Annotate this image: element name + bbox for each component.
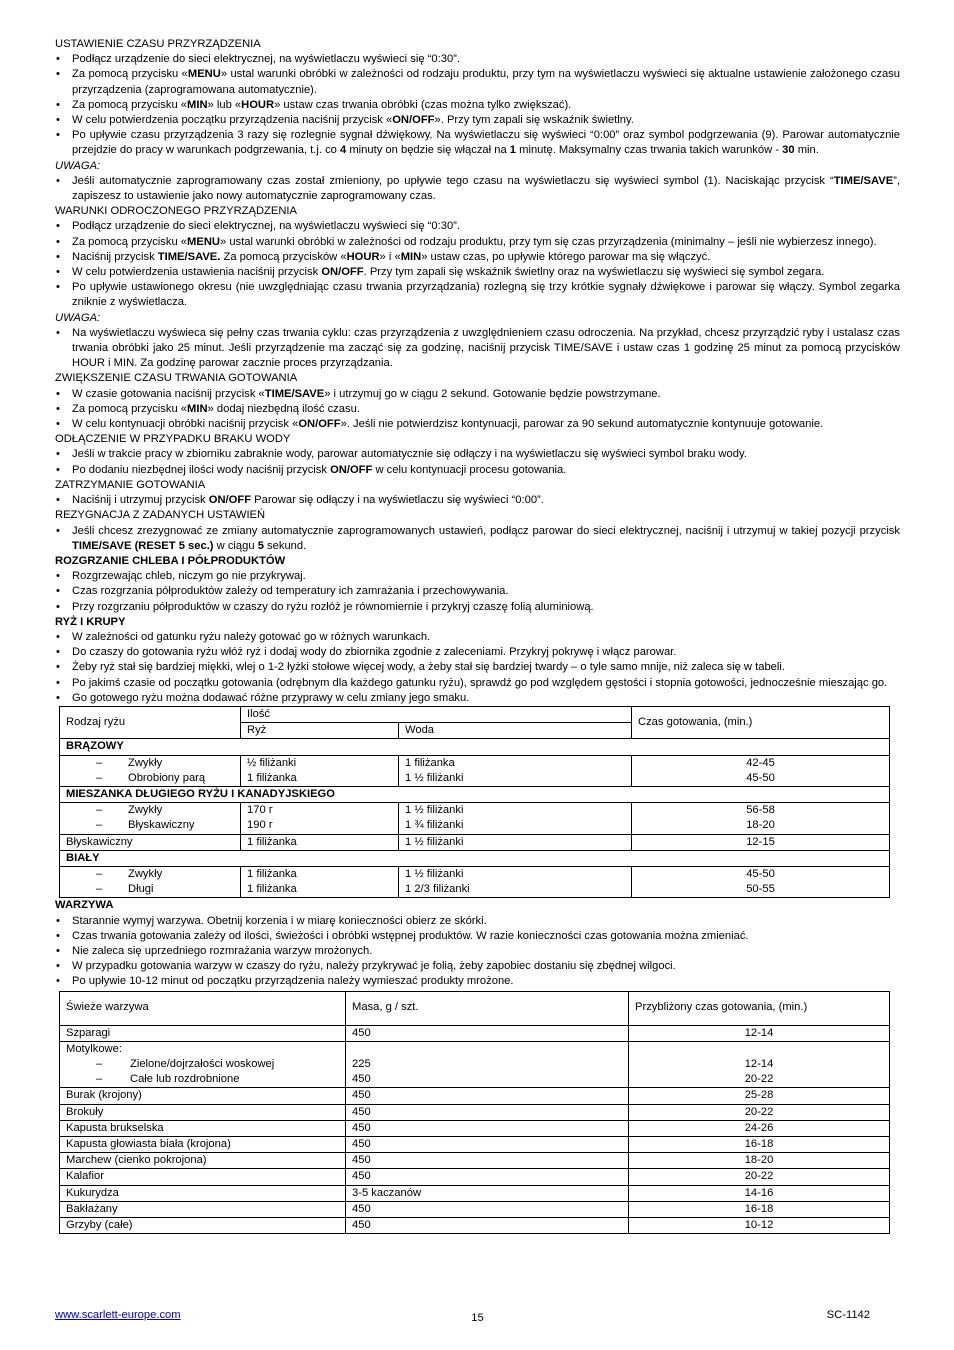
- table-cell: Błyskawiczny: [60, 834, 241, 850]
- list-item: • Starannie wymyj warzywa. Obetnij korzenia i w miarę konieczności obierz ze skórki.: [55, 914, 900, 929]
- table-cell: 12-14: [629, 1025, 890, 1041]
- list-item: • Za pomocą przycisku «MIN» dodaj niezbędną ilość czasu.: [55, 402, 900, 417]
- table-cell: 20-22: [629, 1104, 890, 1120]
- table-row: [60, 1169, 890, 1185]
- table-cell: 14-16: [629, 1185, 890, 1201]
- cell-text: Zielone/dojrzałości woskowej: [130, 1058, 275, 1070]
- list-item: • Po upływie czasu przyrządzenia 3 razy się rozlegnie sygnał dźwiękowy. Na wyświetlaczu się wyświeci “0:00” oraz symbol podgrzewania (9). Parowar automatycznie przejdzie do pracy w warunkach podgrzewania, t.j. co 4 minuty on będzie się włączał na 1 minutę. Maksymalny czas trwania takich warunków - 30 min.: [55, 128, 900, 158]
- table-cell: [399, 803, 632, 834]
- cell-text: 1 2/3 filiżanki: [405, 883, 470, 896]
- table-cell: 450: [346, 1088, 629, 1104]
- cell-text: 1 filiżanka: [247, 771, 297, 784]
- table-header-row: [60, 991, 890, 1025]
- table-cell: Brokuły: [60, 1104, 346, 1120]
- table-row: [60, 834, 890, 850]
- bullet-list: [55, 569, 900, 615]
- cell-text: 450: [352, 1073, 371, 1086]
- table-cell: [399, 866, 632, 897]
- section-title: ROZGRZANIE CHLEBA I PÓŁPRODUKTÓW: [55, 554, 286, 567]
- list-item: • W zależności od gatunku ryżu należy gotować go w różnych warunkach.: [55, 630, 900, 645]
- cell-text: Obrobiony parą: [128, 771, 206, 784]
- website-link[interactable]: www.scarlett-europe.com: [55, 1309, 181, 1321]
- section-title: USTAWIENIE CZASU PRZYRZĄDZENIA: [55, 38, 261, 50]
- list-item: • Jeśli automatycznie zaprogramowany czas został zmieniony, po upływie tego czasu na wyświetlaczu się wyświeci symbol (1). Naciskając przycisk “TIME/SAVE”, zapiszesz to ustawienie jako nowy automatycznie zaprogramowany czas.: [55, 174, 900, 204]
- table-row: [60, 1218, 890, 1234]
- section-title: ODŁĄCZENIE W PRZYPADKU BRAKU WODY: [55, 433, 291, 446]
- vegetables-table: [59, 991, 890, 1235]
- dash-mark: –: [96, 819, 103, 832]
- list-item: • W czasie gotowania naciśnij przycisk «TIME/SAVE» i utrzymuj go w ciągu 2 sekund. Gotowanie będzie powstrzymane.: [55, 387, 900, 402]
- cell-text: 1 filiżanka: [247, 883, 297, 896]
- table-cell: 20-22: [629, 1169, 890, 1185]
- list-item: • Przy rozgrzaniu półproduktów w czaszy do ryżu rozłóż je równomiernie i przykryj czaszę folią aluminiową.: [55, 600, 900, 615]
- bullet-list: [55, 447, 900, 477]
- table-cell: Burak (krojony): [60, 1088, 346, 1104]
- column-header: Świeże warzywa: [60, 991, 346, 1025]
- section-title: WARUNKI ODROCZONEGO PRZYRZĄDZENIA: [55, 205, 297, 218]
- bullet-list: [55, 387, 900, 433]
- table-row: [60, 1153, 890, 1169]
- column-header: Ryż: [241, 723, 399, 739]
- table-cell: [629, 1041, 890, 1088]
- list-item: • Na wyświetlaczu wyświeca się pełny czas trwania cyklu: czas przyrządzenia z uwzględnieniem czasu odroczenia. Na przykład, chcesz przyrządzić ryby i ustalasz czas trwania obróbki jako 25 minut. Jeśli przyrządzenie ma zacząć się za godzinę, naciśnij przycisk TIME/SAVE i ustaw czas 1 godzinę 25 minut za pomocą przycisków HOUR i MIN. Za godzinę parowar zacznie proces przyrządzania.: [55, 326, 900, 372]
- cell-text: Zwykły: [128, 756, 163, 769]
- table-cell: [60, 755, 241, 786]
- list-item: • Czas trwania gotowania zależy od ilości, świeżości i obróbki wstępnej produktów. W razie konieczności czas gotowania można zmieniać.: [55, 929, 900, 944]
- table-cell: Szparagi: [60, 1025, 346, 1041]
- table-cell: 3-5 kaczanów: [346, 1185, 629, 1201]
- model-number: SC-1142: [826, 1309, 870, 1321]
- dash-mark: –: [96, 756, 103, 769]
- list-item: • Naciśnij przycisk TIME/SAVE. Za pomocą przycisków «HOUR» i «MIN» ustaw czas, po upływie którego parowar ma się włączyć.: [55, 250, 900, 265]
- cell-text: 1 ½ filiżanki: [405, 867, 464, 880]
- table-cell: 450: [346, 1137, 629, 1153]
- page-number: 15: [471, 1312, 484, 1324]
- table-cell: 12-15: [632, 834, 890, 850]
- cell-text: 1 ¾ filiżanki: [405, 819, 464, 832]
- bullet-list: [55, 219, 900, 310]
- list-item: • Za pomocą przycisku «MIN» lub «HOUR» ustaw czas trwania obróbki (czas można tylko zwiększać).: [55, 98, 900, 113]
- group-title: BRĄZOWY: [60, 739, 890, 755]
- table-cell: Kapusta brukselska: [60, 1120, 346, 1136]
- list-item: • Do czaszy do gotowania ryżu włóż ryż i dodaj wody do zbiornika zgodnie z zaleceniami. Przykryj pokrywę i włącz parowar.: [55, 645, 900, 660]
- table-cell: 450: [346, 1201, 629, 1217]
- table-cell: 24-26: [629, 1120, 890, 1136]
- list-item: • Po upływie ustawionego okresu (nie uwzględniając czasu trwania przyrządzania) rozlegną się trzy krótkie sygnały dźwiękowe i parowar się włączy. Symbol zegarka zniknie z wyświetlacza.: [55, 280, 900, 310]
- table-cell: [60, 866, 241, 897]
- list-item: • Za pomocą przycisku «MENU» ustal warunki obróbki w zależności od rodzaju produktu, przy tym na wyświetlaczu wyświeci się aktualne ustawienie założonego czasu przyrządzenia (zaprogramowana automatycznie).: [55, 67, 900, 97]
- dash-mark: –: [96, 804, 103, 817]
- table-row: [60, 866, 890, 897]
- cell-text: 1 ½ filiżanki: [405, 771, 464, 784]
- cell-text: Długi: [128, 883, 154, 896]
- table-cell: 450: [346, 1025, 629, 1041]
- table-header-row: [60, 706, 890, 722]
- cell-text: Całe lub rozdrobnione: [130, 1073, 240, 1086]
- list-item: • Jeśli w trakcie pracy w zbiorniku zabraknie wody, parowar automatycznie się odłączy i na wyświetlaczu się wyświeci symbol braku wody.: [55, 447, 900, 462]
- table-cell: [632, 803, 890, 834]
- list-item: • Podłącz urządzenie do sieci elektrycznej, na wyświetlaczu wyświeci się “0:30”.: [55, 219, 900, 234]
- table-cell: 18-20: [629, 1153, 890, 1169]
- section-title: ZATRZYMANIE GOTOWANIA: [55, 478, 206, 491]
- cell-text: 42-45: [746, 756, 775, 769]
- table-row: [60, 1088, 890, 1104]
- table-cell: 1 ½ filiżanki: [399, 834, 632, 850]
- column-header: Czas gotowania, (min.): [632, 706, 890, 738]
- cell-text: 1 filiżanka: [247, 867, 297, 880]
- section-title: RYŻ I KRUPY: [55, 615, 126, 628]
- dash-mark: –: [96, 883, 103, 896]
- cell-text: 45-50: [746, 867, 775, 880]
- dash-mark: –: [96, 1073, 103, 1086]
- bullet-list: [55, 914, 900, 990]
- table-cell: 16-18: [629, 1201, 890, 1217]
- column-header: Masa, g / szt.: [346, 991, 629, 1025]
- dash-mark: –: [96, 771, 103, 784]
- cell-text: 20-22: [744, 1073, 774, 1086]
- table-cell: [241, 866, 399, 897]
- table-group-row: [60, 786, 890, 802]
- table-row: [60, 1025, 890, 1041]
- table-cell: Grzyby (całe): [60, 1218, 346, 1234]
- table-cell: 10-12: [629, 1218, 890, 1234]
- list-item: • Naciśnij i utrzymuj przycisk ON/OFF Parowar się odłączy i na wyświetlaczu się wyświeci “0:00”.: [55, 493, 900, 508]
- table-group-row: [60, 739, 890, 755]
- rice-table: [59, 706, 890, 898]
- table-row: [60, 1137, 890, 1153]
- list-item: • W celu potwierdzenia ustawienia naciśnij przycisk ON/OFF. Przy tym zapali się wskaźnik świetlny oraz na wyświetlaczu się wyświeci się symbol zegara.: [55, 265, 900, 280]
- table-cell: Kalafior: [60, 1169, 346, 1185]
- bullet-list: [55, 524, 900, 554]
- cell-text: 56-58: [746, 804, 775, 817]
- table-row: [60, 1041, 890, 1088]
- table-cell: Kapusta głowiasta biała (krojona): [60, 1137, 346, 1153]
- dash-mark: –: [96, 1058, 103, 1070]
- table-cell: [241, 803, 399, 834]
- cell-text: Zwykły: [128, 804, 163, 817]
- cell-text: 225: [352, 1058, 371, 1070]
- list-item: • W celu potwierdzenia początku przyrządzenia naciśnij przycisk «ON/OFF». Przy tym zapali się wskaźnik świetlny.: [55, 113, 900, 128]
- list-item: • W celu kontynuacji obróbki naciśnij przycisk «ON/OFF». Jeśli nie potwierdzisz kontynuacji, parowar za 90 sekund automatycznie kontynuuje gotowanie.: [55, 417, 900, 432]
- list-item: • Po upływie 10-12 minut od początku przyrządzenia należy wymieszać produkty mrożone.: [55, 974, 900, 989]
- section-title: ZWIĘKSZENIE CZASU TRWANIA GOTOWANIA: [55, 372, 298, 385]
- table-cell: [60, 803, 241, 834]
- column-header: Przybliżony czas gotowania, (min.): [629, 991, 890, 1025]
- cell-text: 190 г: [247, 819, 273, 832]
- list-item: • Go gotowego ryżu można dodawać różne przyprawy w celu zmiany jego smaku.: [55, 691, 900, 706]
- table-row: [60, 803, 890, 834]
- cell-text: 18-20: [746, 819, 775, 832]
- page-footer: [55, 1308, 900, 1324]
- cell-text: 1 ½ filiżanki: [405, 804, 464, 817]
- table-row: [60, 1201, 890, 1217]
- table-cell: [632, 866, 890, 897]
- cell-text: Błyskawiczny: [128, 819, 195, 832]
- list-item: • Rozgrzewając chleb, niczym go nie przykrywaj.: [55, 569, 900, 584]
- list-item: • Nie zaleca się uprzedniego rozmrażania warzyw mrożonych.: [55, 944, 900, 959]
- table-cell: Kukurydza: [60, 1185, 346, 1201]
- table-cell: 16-18: [629, 1137, 890, 1153]
- table-group-row: [60, 850, 890, 866]
- table-row: [60, 1120, 890, 1136]
- bullet-list: [55, 326, 900, 372]
- list-item: • Po jakimś czasie od początku gotowania (odrębnym dla każdego gatunku ryżu), sprawdź go pod względem gęstości i stopnia gotowości, jednocześnie mieszając go.: [55, 676, 900, 691]
- table-cell: 450: [346, 1104, 629, 1120]
- bullet-list: [55, 493, 900, 508]
- cell-text: 45-50: [746, 771, 775, 784]
- table-cell: [399, 755, 632, 786]
- table-row: [60, 1185, 890, 1201]
- list-item: • W przypadku gotowania warzyw w czaszy do ryżu, należy przykrywać je folią, żeby zapobiec dostaniu się zbędnej wilgoci.: [55, 959, 900, 974]
- table-cell: 450: [346, 1169, 629, 1185]
- table-cell: [346, 1041, 629, 1088]
- table-cell: 25-28: [629, 1088, 890, 1104]
- list-item: • Za pomocą przycisku «MENU» ustal warunki obróbki w zależności od rodzaju produktu, przy tym się czas przyrządzenia (minimalny – jeśli nie wybierzesz innego).: [55, 235, 900, 250]
- table-cell: Bakłażany: [60, 1201, 346, 1217]
- table-cell: [241, 755, 399, 786]
- cell-text: 12-14: [744, 1058, 774, 1070]
- cell-text: 1 filiżanka: [405, 756, 455, 769]
- section-title: REZYGNACJA Z ZADANYCH USTAWIEŃ: [55, 509, 266, 522]
- table-cell: 450: [346, 1120, 629, 1136]
- cell-text: Motylkowe:: [66, 1042, 122, 1055]
- bullet-list: [55, 630, 900, 706]
- list-item: • Jeśli chcesz zrezygnować ze zmiany automatycznie zaprogramowanych ustawień, podłącz parowar do sieci elektrycznej, naciśnij i utrzymuj w takiej pozycji przycisk TIME/SAVE (RESET 5 sec.) w ciągu 5 sekund.: [55, 524, 900, 554]
- cell-text: ½ filiżanki: [247, 756, 297, 769]
- table-cell: [632, 755, 890, 786]
- bullet-list: [55, 174, 900, 204]
- column-header: Rodzaj ryżu: [60, 706, 241, 738]
- table-cell: [60, 1041, 346, 1088]
- document-page: [55, 37, 900, 1234]
- note-label: UWAGA:: [55, 311, 101, 324]
- list-item: • Żeby ryż stał się bardziej miękki, wlej o 1-2 łyżki stołowe więcej wody, a żeby stał się bardziej twardy – o tyle samo mnije, niż zaleca się w tabeli.: [55, 660, 900, 675]
- note-label: UWAGA:: [55, 159, 101, 172]
- cell-text: 170 г: [247, 804, 273, 817]
- bullet-list: [55, 52, 900, 158]
- table-cell: 450: [346, 1218, 629, 1234]
- cell-text: 50-55: [746, 883, 775, 896]
- table-row: [60, 755, 890, 786]
- cell-text: Zwykły: [128, 867, 163, 880]
- section-title: WARZYWA: [55, 899, 114, 912]
- table-cell: 450: [346, 1153, 629, 1169]
- column-header: Ilość: [241, 706, 632, 722]
- table-cell: Marchew (cienko pokrojona): [60, 1153, 346, 1169]
- table-cell: 1 filiżanka: [241, 834, 399, 850]
- column-header: Woda: [399, 723, 632, 739]
- table-row: [60, 1104, 890, 1120]
- group-title: BIAŁY: [60, 850, 890, 866]
- group-title: MIESZANKA DŁUGIEGO RYŻU I KANADYJSKIEGO: [60, 786, 890, 802]
- list-item: • Podłącz urządzenie do sieci elektrycznej, na wyświetlaczu wyświeci się “0:30”.: [55, 52, 900, 67]
- dash-mark: –: [96, 867, 103, 880]
- list-item: • Po dodaniu niezbędnej ilości wody naciśnij przycisk ON/OFF w celu kontynuacji procesu gotowania.: [55, 463, 900, 478]
- list-item: • Czas rozgrzania półproduktów zależy od temperatury ich zamrażania i przechowywania.: [55, 584, 900, 599]
